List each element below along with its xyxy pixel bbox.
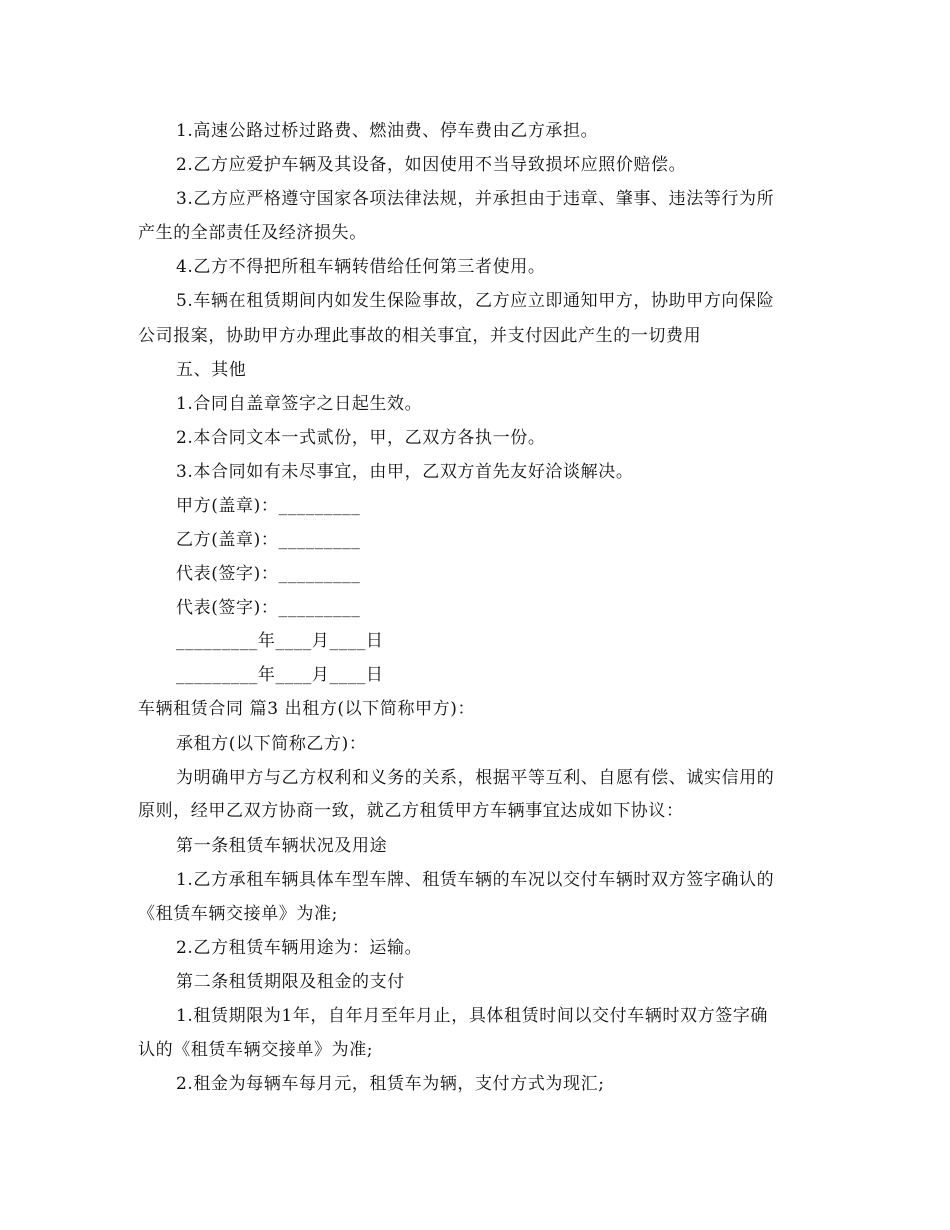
signature-line-party-a: 甲方(盖章)：_________: [176, 496, 361, 516]
clause-line: 1.高速公路过桥过路费、燃油费、停车费由乙方承担。: [176, 121, 599, 141]
article-heading: 第一条租赁车辆状况及用途: [176, 836, 388, 856]
clause-line: 3.乙方应严格遵守国家各项法律法规，并承担由于违章、肇事、违法等行为所: [176, 189, 775, 209]
clause-line-continuation: 产生的全部责任及经济损失。: [138, 223, 367, 243]
date-line: _________年____月____日: [176, 631, 384, 651]
signature-line-representative: 代表(签字)：_________: [176, 598, 361, 618]
section-heading: 五、其他: [176, 360, 247, 380]
clause-line: 1.合同自盖章签字之日起生效。: [176, 394, 423, 414]
clause-line: 3.本合同如有未尽事宜，由甲，乙双方首先友好洽谈解决。: [176, 462, 634, 482]
clause-line: 1.租赁期限为1年，自年月至年月止，具体租赁时间以交付车辆时双方签字确: [176, 1006, 769, 1026]
clause-line: 2.乙方应爱护车辆及其设备，如因使用不当导致损坏应照价赔偿。: [176, 155, 687, 175]
lessee-line: 承租方(以下简称乙方)：: [176, 734, 367, 754]
signature-line-representative: 代表(签字)：_________: [176, 564, 361, 584]
clause-line-continuation: 公司报案，协助甲方办理此事故的相关事宜，并支付因此产生的一切费用: [138, 326, 702, 346]
article-heading: 第二条租赁期限及租金的支付: [176, 972, 405, 992]
clause-line: 1.乙方承租车辆具体车型车牌、租赁车辆的车况以交付车辆时双方签字确认的: [176, 870, 775, 890]
contract-title-line: 车辆租赁合同 篇3 出租方(以下简称甲方)：: [138, 699, 476, 719]
clause-line: 2.本合同文本一式贰份，甲，乙双方各执一份。: [176, 428, 546, 448]
clause-line: 2.乙方租赁车辆用途为：运输。: [176, 938, 423, 958]
preamble-line-continuation: 原则，经甲乙双方协商一致，就乙方租赁甲方车辆事宜达成如下协议：: [138, 801, 684, 821]
clause-line-continuation: 《租赁车辆交接单》为准;: [138, 904, 338, 924]
clause-line-continuation: 认的《租赁车辆交接单》为准;: [138, 1040, 374, 1060]
clause-line: 2.租金为每辆车每月元，租赁车为辆，支付方式为现汇;: [176, 1074, 605, 1094]
preamble-line: 为明确甲方与乙方权利和义务的关系，根据平等互利、自愿有偿、诚实信用的: [176, 768, 775, 788]
clause-line: 4.乙方不得把所租车辆转借给任何第三者使用。: [176, 257, 546, 277]
clause-line: 5.车辆在租赁期间内如发生保险事故，乙方应立即通知甲方，协助甲方向保险: [176, 291, 775, 311]
date-line: _________年____月____日: [176, 665, 384, 685]
signature-line-party-b: 乙方(盖章)：_________: [176, 530, 361, 550]
